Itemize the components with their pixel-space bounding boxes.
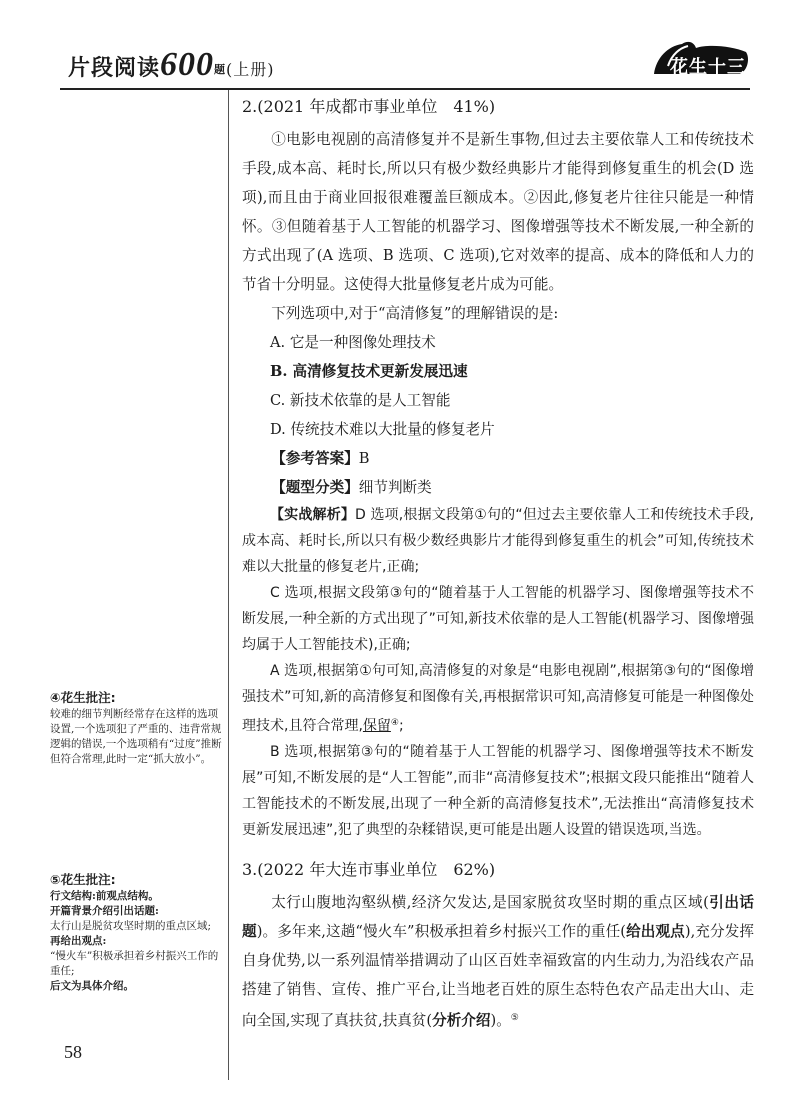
analysis-c: C 选项,根据文段第③句的“随着基于人工智能的机器学习、图像增强等技术不断发展,一种全新的方式出现了”可知,新技术依靠的是人工智能(机器学习、图像增强均属于人工智能技术),正确; [242,585,754,653]
question-3-heading: 3.(2022 年大连市事业单位 62%) [242,860,496,879]
type-label: 【题型分类】 [271,479,359,496]
column-divider [228,90,229,1080]
q3-bold3: 分析介绍 [432,1012,491,1029]
q3-part2: )。多年来,这趟“慢火车”积极承担着乡村振兴工作的重任( [256,923,626,940]
main-column [242,88,754,1035]
book-title [68,46,275,84]
answer-value: B [358,450,370,467]
q3-bold1: 引出话题 [242,894,754,940]
analysis-d-text: D 选项,根据文段第①句的“但过去主要依靠人工和传统技术手段,成本高、耗时长,所以只有极少数经典影片才能得到修复重生的机会”可知,传统技术难以大批量的修复老片,正确; [242,507,755,575]
note-4-text: 较难的细节判断经常存在这样的选项设置,一个选项犯了严重的、违背常规逻辑的错误,一个选项稍有“过度”推断但符合常理,此时一定“抓大放小”。 [50,708,222,765]
note-5-line-5: “慢火车”积极承担着乡村振兴工作的重任; [50,950,219,977]
note-5-title: ⑤花生批注: [50,872,116,887]
question-2-heading: 2.(2021 年成都市事业单位 41%) [242,97,496,116]
sidebar-note-5 [50,872,222,994]
analysis-a-end: ; [398,718,404,734]
book-title-volume: (上册) [226,60,275,79]
q3-part1: 太行山腹地沟壑纵横,经济欠发达,是国家脱贫攻坚时期的重点区域( [271,894,709,911]
book-title-number: 600 [160,46,215,83]
q3-mark: ⑤ [510,1013,519,1023]
q3-bold2: 给出观点 [626,923,685,940]
note-5-line-2: 开篇背景介绍引出话题: [50,905,159,917]
page-number: 58 [64,1042,82,1062]
question-3-passage [242,888,754,1035]
analysis-d [242,502,754,580]
q3-part4: )。 [490,1012,511,1029]
analysis-a-text: A 选项,根据第①句可知,高清修复的对象是“电影电视剧”,根据第③句的“图像增强技术”可知,新的高清修复和图像有关,再根据常识可知,高清修复可能是一种图像处理技术,且符合常理, [242,663,754,734]
book-title-ti: 题 [214,63,227,76]
option-d: D. 传统技术难以大批量的修复老片 [270,421,495,438]
option-a: A. 它是一种图像处理技术 [270,334,436,351]
book-title-prefix: 片段阅读 [68,55,161,81]
analysis-a [242,658,754,739]
question-2-passage: ①电影电视剧的高清修复并不是新生事物,但过去主要依靠人工和传统技术手段,成本高、耗时长,所以只有极少数经典影片才能得到修复重生的机会(D 选项),而且由于商业回报很难覆盖巨额成本。②因此,修复老片往往只能是一种情怀。③但随着基于人工智能的机器学习、图像增强等技术不断发展,一种全新的方式出现了(A 选项、B 选项、C 选项),它对效率的提高、成本的降低和人力的节省十分明显。这使得大批量修复老片成为可能。 [242,131,754,293]
question-2-prompt: 下列选项中,对于“高清修复”的理解错误的是: [271,305,559,322]
note-5-line-4: 再给出观点: [50,935,107,947]
analysis-a-mark: ④ [390,718,399,728]
note-4-title: ④花生批注: [50,690,116,705]
analysis-b: B 选项,根据第③句的“随着基于人工智能的机器学习、图像增强等技术不断发展”可知,不断发展的是“人工智能”,而非“高清修复技术”;根据文段只能推出“随着人工智能技术的不断发展,出现了一种全新的高清修复技术”,无法推出“高清修复技术更新发展迅速”,犯了典型的杂糅错误,更可能是出题人设置的错误选项,当选。 [242,744,754,838]
analysis-a-keep: 保留 [362,718,391,734]
answer-label: 【参考答案】 [271,450,359,467]
q3-part3: ),充分发挥自身优势,以一系列温情举措调动了山区百姓幸福致富的内生动力,为沿线农产品搭建了销售、宣传、推广平台,让当地老百姓的原生态特色农产品走出大山、走向全国,实现了真扶贫,扶真贫( [242,923,754,1029]
option-b: B. 高清修复技术更新发展迅速 [270,363,468,380]
note-5-line-3: 太行山是脱贫攻坚时期的重点区域; [50,920,212,932]
note-5-line-1: 行文结构:前观点结构。 [50,890,159,902]
brand-text: 花生十三 [670,57,746,78]
option-c: C. 新技术依靠的是人工智能 [270,392,451,409]
page-header [0,36,800,86]
type-line [242,473,754,502]
analysis-label: 【实战解析】 [270,507,356,523]
sidebar-note-4 [50,690,222,767]
note-5-line-6: 后文为具体介绍。 [50,980,134,992]
answer-line [242,444,754,473]
type-value: 细节判断类 [358,479,432,496]
